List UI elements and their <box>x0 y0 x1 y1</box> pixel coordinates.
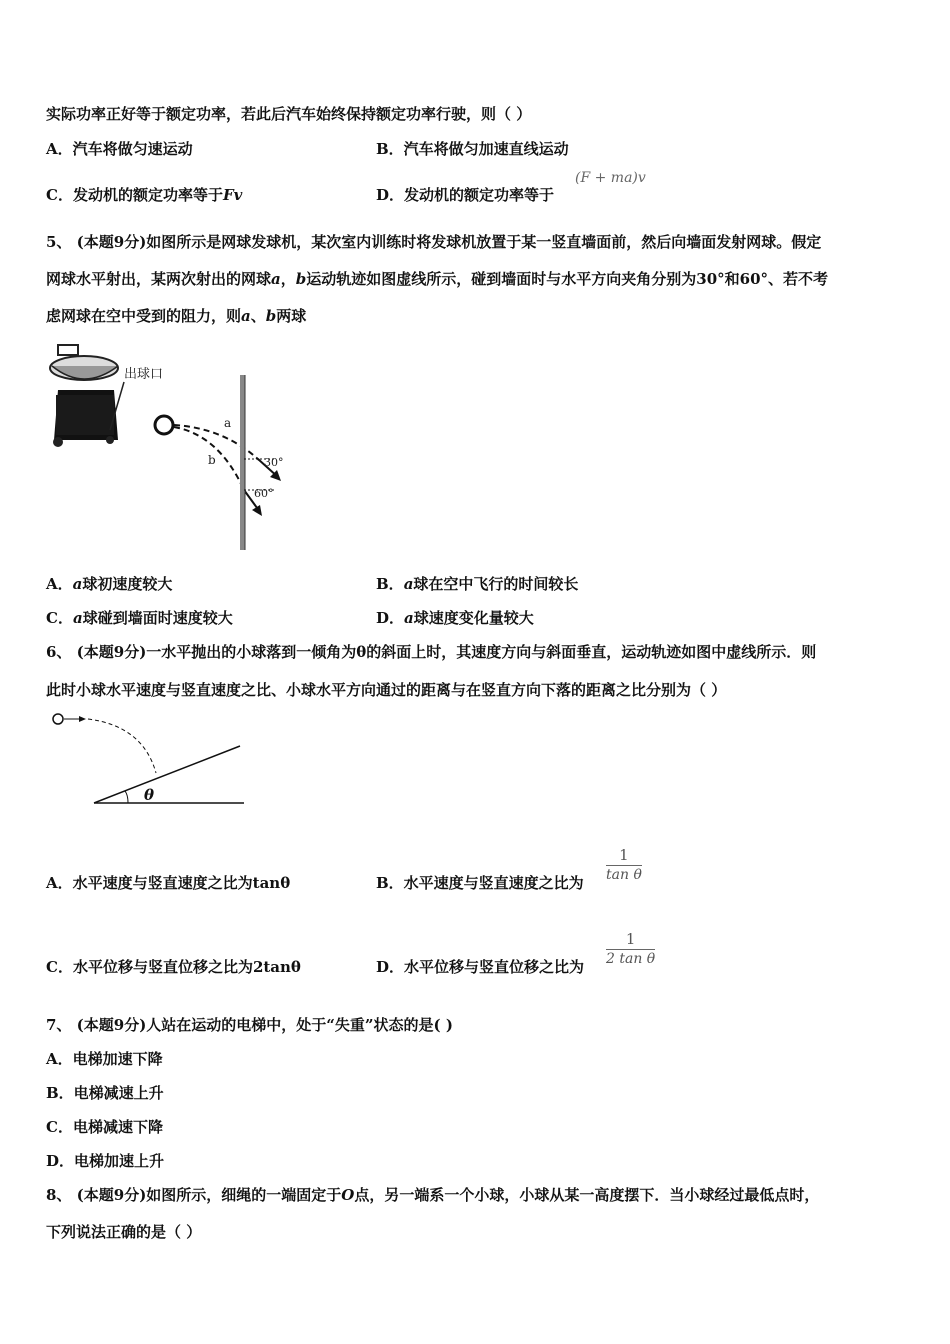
q6-b-den: tan θ <box>606 867 642 883</box>
q6-d-num: 1 <box>606 930 655 950</box>
q6-trajectory <box>88 719 156 773</box>
q7-option-a[interactable]: A．电梯加速下降 <box>46 1050 163 1068</box>
incline <box>94 746 240 803</box>
q5-option-c-text: 球碰到墙面时速度较大 <box>82 609 233 627</box>
q6-figure <box>48 708 258 813</box>
q5-fig-angle-60: 60° <box>254 487 274 500</box>
q8-var-o: O <box>341 1186 355 1204</box>
q5-var-a: a <box>271 270 281 288</box>
q4-option-d[interactable] <box>376 184 554 205</box>
q6-fig-theta: θ <box>144 786 155 804</box>
q5-option-d[interactable]: D．a球速度变化量较大 <box>376 609 534 627</box>
q5-option-a-text: 球初速度较大 <box>82 575 173 593</box>
q6-stem-line1: 6、 (本题9分)一水平抛出的小球落到一倾角为θ的斜面上时，其速度方向与斜面垂直，运动轨迹如图中虚线所示．则 <box>46 643 817 661</box>
q4-option-c-text: C．发动机的额定功率等于 <box>46 186 223 204</box>
q5-option-a[interactable]: A．a球初速度较大 <box>46 575 173 593</box>
q5-line3-pre: 虑网球在空中受到的阻力，则 <box>46 307 242 325</box>
q5-option-b-text: 球在空中飞行的时间较长 <box>413 575 579 593</box>
q6-stem-line2: 此时小球水平速度与竖直速度之比、小球水平方向通过的距离与在竖直方向下落的距离之比分别为（ ） <box>46 681 727 699</box>
q5-option-b[interactable]: B．a球在空中飞行的时间较长 <box>376 575 579 593</box>
q4-option-c[interactable] <box>46 184 242 205</box>
q4-option-c-math: Fv <box>222 186 243 204</box>
q7-stem: 7、 (本题9分)人站在运动的电梯中，处于“失重”状态的是( ) <box>46 1016 453 1034</box>
q5-fig-angle-30: 30° <box>264 456 284 469</box>
q5-fig-label-a: a <box>224 416 232 430</box>
ball-machine-icon <box>50 345 124 447</box>
q5-stem-line2: 网球水平射出，某两次射出的网球a，b运动轨迹如图虚线所示，碰到墙面时与水平方向夹角分别为30°和60°、若不考 <box>46 270 829 288</box>
q5-fig-label-outlet: 出球口 <box>124 367 164 382</box>
q8-line1-pre: 8、 (本题9分)如图所示，细绳的一端固定于 <box>46 1186 342 1204</box>
q5-var-a-2: a <box>241 307 251 325</box>
q5-line2-post: 运动轨迹如图虚线所示，碰到墙面时与水平方向夹角分别为30°和60°、若不考 <box>306 270 829 288</box>
q7-option-d[interactable]: D．电梯加速上升 <box>46 1152 165 1170</box>
ball-icon <box>53 714 63 724</box>
q8-stem-line2: 下列说法正确的是（ ） <box>46 1223 202 1241</box>
q6-b-num: 1 <box>606 846 642 866</box>
q6-option-d-fraction <box>606 930 655 967</box>
q5-var-b-2: b <box>265 307 277 325</box>
q4-option-d-math: (F + ma)v <box>575 170 646 186</box>
q6-option-c[interactable]: C．水平位移与竖直位移之比为2tanθ <box>46 958 301 976</box>
q7-option-c[interactable]: C．电梯减速下降 <box>46 1118 163 1136</box>
q5-stem-line1: 5、 (本题9分)如图所示是网球发球机，某次室内训练时将发球机放置于某一竖直墙面前，然后向墙面发射网球。假定 <box>46 233 822 251</box>
q6-option-b[interactable]: B．水平速度与竖直速度之比为 <box>376 874 584 892</box>
q5-fig-label-b: b <box>208 453 216 467</box>
q4-option-b[interactable]: B．汽车将做匀加速直线运动 <box>376 140 569 158</box>
q5-option-d-text: 球速度变化量较大 <box>413 609 534 627</box>
q7-option-b[interactable]: B．电梯减速上升 <box>46 1084 164 1102</box>
q5-stem-line3: 虑网球在空中受到的阻力，则a、b两球 <box>46 307 307 325</box>
q8-stem-line1 <box>46 1184 819 1205</box>
q5-option-c[interactable]: C．a球碰到墙面时速度较大 <box>46 609 233 627</box>
outlet-ball-icon <box>155 416 173 434</box>
wall <box>240 375 245 550</box>
q5-line3-post: 两球 <box>276 307 307 325</box>
q5-figure <box>44 340 304 555</box>
q6-d-den: 2 tan θ <box>606 951 656 967</box>
q5-var-b: b <box>295 270 307 288</box>
q4-option-d-text: D．发动机的额定功率等于 <box>376 186 555 204</box>
q6-option-b-fraction <box>606 846 642 883</box>
q8-line1-post: 点，另一端系一个小球，小球从某一高度摆下．当小球经过最低点时， <box>354 1186 820 1204</box>
q4-option-a[interactable]: A．汽车将做匀速运动 <box>46 140 193 158</box>
q4-stem-tail: 实际功率正好等于额定功率，若此后汽车始终保持额定功率行驶，则（ ） <box>46 105 532 123</box>
q6-option-d[interactable]: D．水平位移与竖直位移之比为 <box>376 958 585 976</box>
q6-option-a[interactable]: A．水平速度与竖直速度之比为tanθ <box>46 874 291 892</box>
q5-line2-pre: 网球水平射出，某两次射出的网球 <box>46 270 272 288</box>
